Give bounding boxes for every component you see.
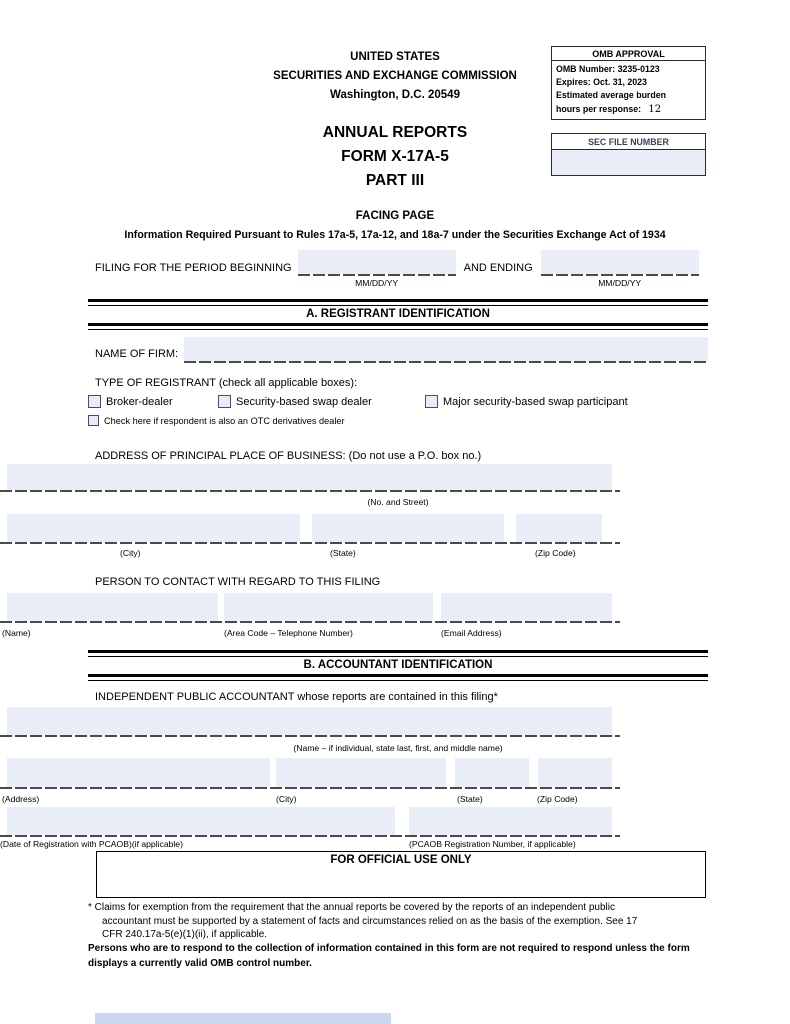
- contact-email-caption: (Email Address): [441, 628, 502, 638]
- sec-file-number-input[interactable]: [552, 150, 705, 175]
- facing-page-subtitle: Information Required Pursuant to Rules 17a-5, 17a-12, and 18a-7 under the Securities Exchange Act of 1934: [124, 229, 666, 241]
- accountant-address-input[interactable]: [7, 758, 270, 787]
- omb-approval-box: [551, 46, 706, 120]
- street-row: [0, 464, 620, 492]
- contact-email-input[interactable]: [441, 593, 612, 621]
- city-input[interactable]: [7, 514, 300, 542]
- section-a-heading: A. REGISTRANT IDENTIFICATION: [306, 308, 490, 320]
- exemption-footnote-line1: * Claims for exemption from the requirement that the annual reports be covered by the reports of an independent public: [88, 902, 615, 913]
- sec-file-number-title: SEC FILE NUMBER: [552, 134, 705, 150]
- contact-phone-caption: (Area Code – Telephone Number): [224, 628, 353, 638]
- official-use-title: FOR OFFICIAL USE ONLY: [330, 854, 472, 866]
- section-a-top-rule: [88, 299, 708, 306]
- period-end-format: MM/DD/YY: [598, 278, 642, 288]
- section-b-header: [88, 650, 708, 681]
- major-swap-checkbox-icon[interactable]: [425, 395, 438, 408]
- agency-line-2: SECURITIES AND EXCHANGE COMMISSION: [273, 70, 517, 82]
- section-a-header: [88, 299, 708, 330]
- accountant-zip-caption: (Zip Code): [537, 794, 578, 804]
- filing-period-row: [88, 250, 715, 289]
- name-of-firm-label: NAME OF FIRM:: [95, 348, 179, 360]
- exemption-footnote-line3: CFR 240.17a-5(e)(1)(ii), if applicable.: [102, 929, 268, 940]
- agency-line-1: UNITED STATES: [350, 51, 440, 63]
- swap-dealer-checkbox-icon[interactable]: [218, 395, 231, 408]
- name-of-firm-input[interactable]: [184, 337, 708, 361]
- registrant-checkbox-row: [88, 395, 708, 408]
- type-of-registrant-label: TYPE OF REGISTRANT (check all applicable boxes):: [95, 377, 358, 389]
- accountant-city-input[interactable]: [276, 758, 446, 787]
- street-underline: [0, 490, 620, 492]
- exemption-footnote-line2: accountant must be supported by a statement of facts and circumstances relied on as the basis of the exemption. See 17: [102, 915, 638, 927]
- accountant-name-underline: [0, 735, 620, 737]
- otc-derivatives-label: Check here if respondent is also an OTC derivatives dealer: [104, 415, 345, 426]
- street-caption: (No. and Street): [367, 497, 429, 507]
- contact-name-input[interactable]: [7, 593, 218, 621]
- period-begin-format: MM/DD/YY: [355, 278, 399, 288]
- accountant-name-input[interactable]: [7, 707, 612, 735]
- pcaob-date-caption: (Date of Registration with PCAOB)(if applicable): [0, 839, 183, 849]
- omb-burden-hours: 12: [648, 103, 662, 115]
- major-swap-label: Major security-based swap participant: [443, 395, 628, 408]
- omb-number: OMB Number: 3235-0123: [556, 64, 660, 74]
- city-caption: (City): [120, 548, 141, 558]
- omb-response-notice: Persons who are to respond to the collection of information contained in this form are not required to respond unless the form displays a currently valid OMB control number.: [88, 943, 690, 969]
- period-end-input[interactable]: [541, 250, 699, 274]
- exemption-footnote: [88, 901, 728, 942]
- pcaob-date-input[interactable]: [7, 807, 395, 835]
- period-begin-input[interactable]: [298, 250, 456, 274]
- omb-approval-title: OMB APPROVAL: [552, 47, 705, 61]
- otc-derivatives-checkbox-icon[interactable]: [88, 415, 99, 426]
- name-of-firm-underline: [184, 361, 708, 363]
- pcaob-number-caption: (PCAOB Registration Number, if applicable): [409, 839, 576, 849]
- form-title-line-2: FORM X-17A-5: [341, 148, 449, 165]
- accountant-state-input[interactable]: [455, 758, 529, 787]
- accountant-address-caption: (Address): [2, 794, 40, 804]
- pcaob-underline: [0, 835, 620, 837]
- checkbox-swap-dealer[interactable]: [218, 395, 425, 408]
- otc-derivatives-row[interactable]: [88, 415, 708, 426]
- name-of-firm-row: [88, 337, 708, 363]
- contact-underline: [0, 621, 620, 623]
- section-a-bottom-rule: [88, 323, 708, 330]
- zip-caption: (Zip Code): [535, 548, 576, 558]
- sec-file-number-box: [551, 133, 706, 176]
- contact-label: PERSON TO CONTACT WITH REGARD TO THIS FILING: [95, 576, 381, 588]
- accountant-state-caption: (State): [457, 794, 483, 804]
- pcaob-number-input[interactable]: [409, 807, 612, 835]
- accountant-name-row: [0, 707, 620, 737]
- form-title-line-1: ANNUAL REPORTS: [322, 124, 468, 141]
- omb-burden-line1: Estimated average burden: [556, 90, 666, 101]
- zip-input[interactable]: [516, 514, 602, 542]
- checkbox-major-swap-participant[interactable]: [425, 395, 628, 408]
- omb-burden-line2: hours per response: 12: [556, 103, 662, 115]
- accountant-name-caption: (Name – if individual, state last, first, and middle name): [293, 743, 503, 753]
- section-b-top-rule: [88, 650, 708, 657]
- accountant-address-row: [0, 758, 620, 789]
- contact-phone-input[interactable]: [224, 593, 433, 621]
- bottom-field-strip[interactable]: [95, 1013, 391, 1024]
- accountant-address-underline: [0, 787, 620, 789]
- city-state-zip-row: [0, 514, 620, 544]
- contact-name-caption: (Name): [2, 628, 31, 638]
- form-title-line-3: PART III: [365, 172, 425, 189]
- section-b-heading: B. ACCOUNTANT IDENTIFICATION: [303, 659, 493, 671]
- accountant-city-caption: (City): [276, 794, 297, 804]
- section-b-bottom-rule: [88, 674, 708, 681]
- street-input[interactable]: [7, 464, 612, 490]
- swap-dealer-label: Security-based swap dealer: [236, 395, 372, 408]
- broker-dealer-checkbox-icon[interactable]: [88, 395, 101, 408]
- state-caption: (State): [330, 548, 356, 558]
- agency-line-3: Washington, D.C. 20549: [330, 89, 460, 101]
- contact-fields-row: [0, 593, 620, 623]
- official-use-box: [96, 851, 706, 898]
- period-end-label: AND ENDING: [463, 262, 533, 274]
- broker-dealer-label: Broker-dealer: [106, 395, 173, 408]
- address-label: ADDRESS OF PRINCIPAL PLACE OF BUSINESS: (Do not use a P.O. box no.): [95, 450, 482, 462]
- pcaob-row: [0, 807, 620, 837]
- checkbox-broker-dealer[interactable]: [88, 395, 218, 408]
- facing-page-title: FACING PAGE: [355, 210, 435, 222]
- city-state-zip-underline: [0, 542, 620, 544]
- omb-expires: Expires: Oct. 31, 2023: [556, 77, 647, 88]
- accountant-label: INDEPENDENT PUBLIC ACCOUNTANT whose reports are contained in this filing*: [95, 691, 498, 703]
- period-begin-label: FILING FOR THE PERIOD BEGINNING: [95, 262, 292, 274]
- accountant-zip-input[interactable]: [538, 758, 612, 787]
- state-input[interactable]: [312, 514, 504, 542]
